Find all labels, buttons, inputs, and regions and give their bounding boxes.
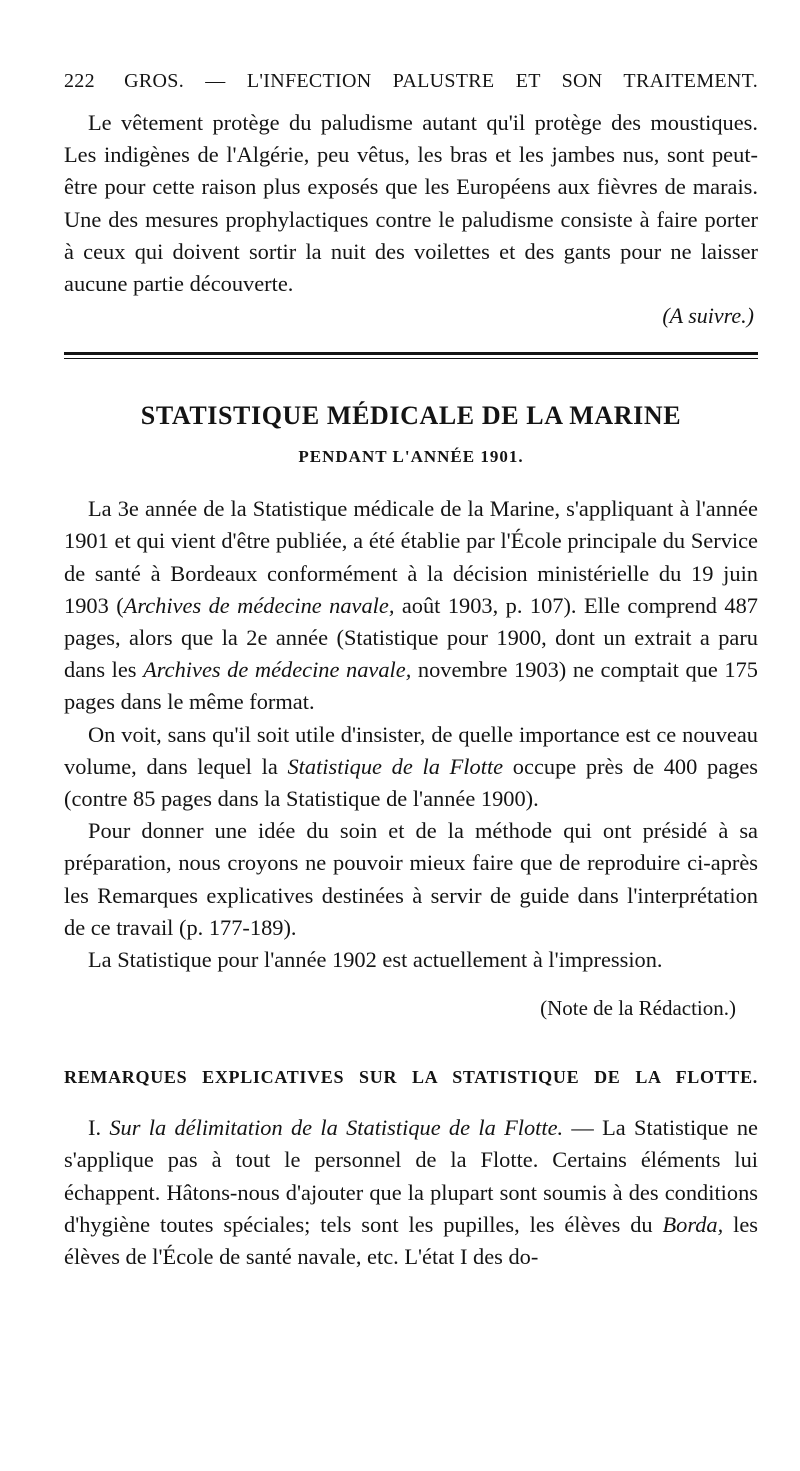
stat-paragraph-3: Pour donner une idée du soin et de la méthode qui ont présidé à sa préparation, nous croyons ne pouvoir mieux faire que de reproduire ci-après les Remarques explicatives destinées à servir de guide dans l'interprétation de ce travail (p. 177-189). (64, 818, 758, 940)
stat-paragraph-4: La Statistique pour l'année 1902 est actuellement à l'impression. (88, 947, 663, 973)
intro-paragraph: Le vêtement protège du paludisme autant qu'il protège des moustiques. Les indigènes de l'Algérie, peu vêtus, les bras et les jambes nus, sont peut-être pour cette raison plus exposés que les Européens aux fièvres de marais. Une des mesures prophylactiques contre le paludisme consiste à faire porter à ceux qui doivent sortir la nuit des voilettes et des gants pour ne laisser aucune partie découverte. (64, 110, 758, 297)
stat-p2-a: On voit, sans qu'il soit utile d'insister, de quelle importance est ce nouveau volume, dans lequel la (64, 721, 758, 779)
a-suivre: (A suivre.) (662, 303, 754, 329)
remarques-p1-b: les élèves de l'École de santé navale, etc. L'état I des do- (64, 1211, 758, 1270)
stat-paragraph-2 (64, 719, 758, 816)
a-suivre-line (64, 300, 758, 332)
remarques-paragraph-1 (64, 1112, 758, 1273)
stat-p1-italic-1: Archives de médecine navale, (123, 592, 395, 618)
remarques-p1-italic-2: Borda, (662, 1211, 724, 1237)
remarques-p1-italic: Sur la délimitation de la Statistique de la Flotte. (109, 1115, 564, 1141)
article-subtitle: PENDANT L'ANNÉE 1901. (298, 447, 524, 467)
stat-p1-a: La 3e année de la Statistique médicale de la Marine, s'appliquant à l'année 1901 et qui vient d'être publiée, a été établie par l'École principale du Service de santé à Bordeaux conformément à la décision ministérielle du 19 juin 1903 ( (64, 496, 758, 618)
stat-p1-b: août 1903, p. 107). Elle comprend 487 pages, alors que la 2e année (Statistique pour 1900, dont un extrait a paru dans les (64, 592, 758, 683)
remarques-p1-num: I. (88, 1115, 110, 1141)
article-title: STATISTIQUE MÉDICALE DE LA MARINE (140, 401, 682, 431)
running-head (64, 70, 758, 93)
stat-paragraph-1 (64, 493, 758, 718)
section-rule-thin (64, 358, 758, 359)
stat-p2-b: occupe près de 400 pages (contre 85 pages dans la Statistique de l'année 1900). (64, 753, 758, 812)
remarques-p1-a: — La Statistique ne s'applique pas à tout le personnel de la Flotte. Certains éléments lui échappent. Hâtons-nous d'ajouter que la plupart sont soumis à des conditions d'hygiène toutes spéciales; tels sont les pupilles, les élèves du (64, 1115, 758, 1237)
remarques-heading: REMARQUES EXPLICATIVES SUR LA STATISTIQUE DE LA FLOTTE. (64, 1067, 758, 1088)
stat-p1-c: novembre 1903) ne comptait que 175 pages dans le même format. (64, 657, 758, 715)
running-title: GROS. — L'INFECTION PALUSTRE ET SON TRAITEMENT. (124, 70, 758, 92)
stat-p1-italic-2: Archives de médecine navale, (143, 657, 412, 683)
section-rule (64, 352, 758, 355)
page-number: 222 (64, 70, 95, 92)
stat-p2-italic: Statistique de la Flotte (287, 753, 504, 779)
editor-note: (Note de la Rédaction.) (540, 996, 736, 1021)
